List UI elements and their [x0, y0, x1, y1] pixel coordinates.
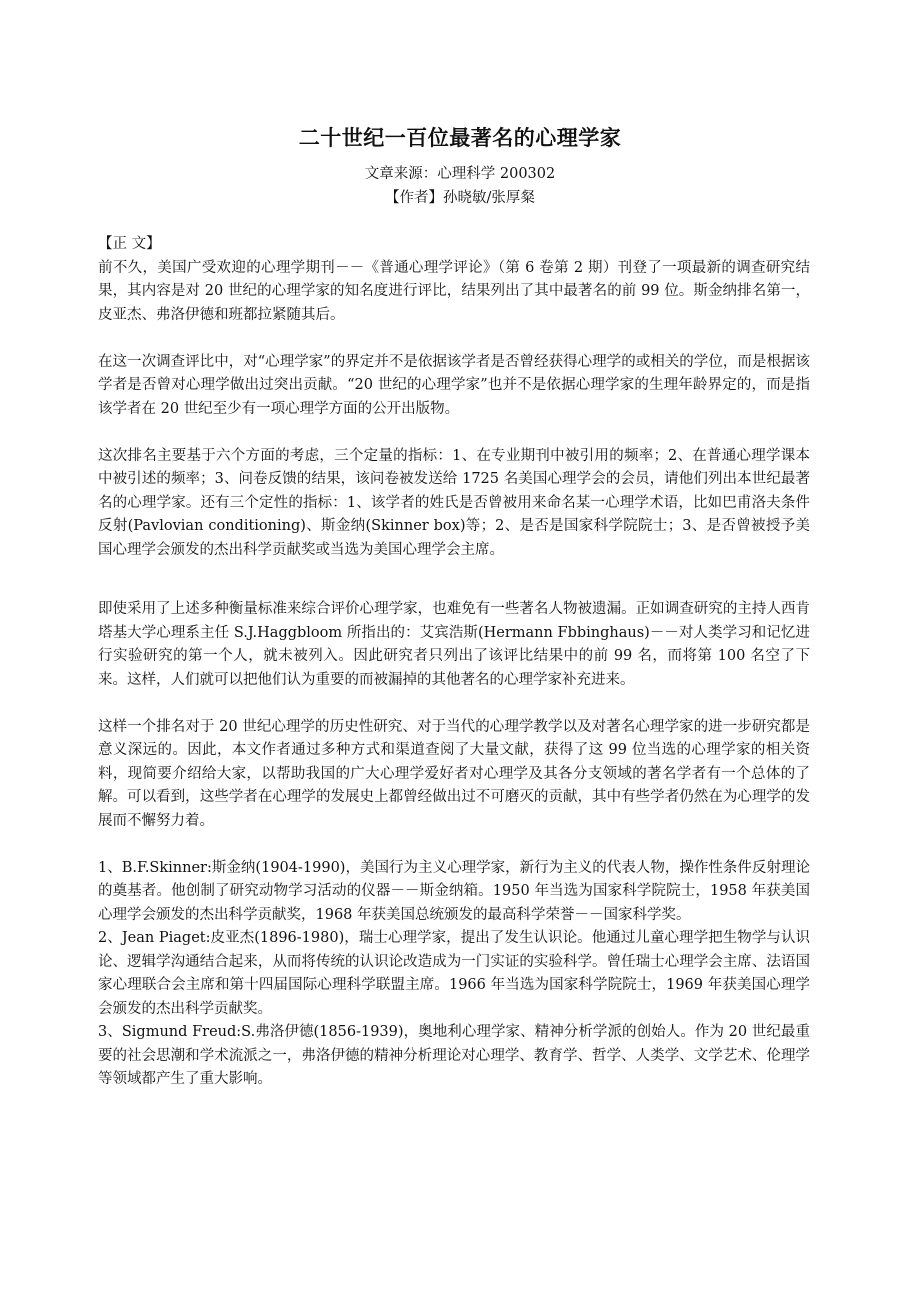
- list-item: 1、B.F.Skinner:斯金纳(1904-1990)，美国行为主义心理学家，新行为主义的代表人物，操作性条件反射理论的奠基者。他创制了研究动物学习活动的仪器－－斯金纳箱。1950 年当选为国家科学院院士，1958 年获美国心理学会颁发的杰出科学贡献奖，1968 年获美国总统颁发的最高科学荣誉－－国家科学奖。: [98, 859, 810, 923]
- section-label: 【正 文】: [98, 236, 161, 252]
- paragraph: 这次排名主要基于六个方面的考虑，三个定量的指标：1、在专业期刊中被引用的频率；2、在普通心理学课本中被引述的频率；3、问卷反馈的结果，该问卷被发送给 1725 名美国心理学会的会员，请他们列出本世纪最著名的心理学家。还有三个定性的指标：1、该学者的姓氏是否曾被用来命名某一心理学术语，比如巴甫洛夫条件反射(Pavlovian conditioning)、斯金纳(Skinner box)等；2、是否是国家科学院院士；3、是否曾被授予美国心理学会颁发的杰出科学贡献奖或当选为美国心理学会主席。: [98, 447, 810, 558]
- list-item: 2、Jean Piaget:皮亚杰(1896-1980)，瑞士心理学家，提出了发生认识论。他通过儿童心理学把生物学与认识论、逻辑学沟通结合起来，从而将传统的认识论改造成为一门实证的实验科学。曾任瑞士心理学会主席、法语国家心理联合会主席和第十四届国际心理科学联盟主席。1966 年当选为国家科学院院士，1969 年获美国心理学会颁发的杰出科学贡献奖。: [98, 930, 810, 1017]
- paragraph: 这样一个排名对于 20 世纪心理学的历史性研究、对于当代的心理学教学以及对著名心理学家的进一步研究都是意义深远的。因此，本文作者通过多种方式和渠道查阅了大量文献，获得了这 99 位当选的心理学家的相关资料，现简要介绍给大家，以帮助我国的广大心理学爱好者对心理学及其各分支领域的著名学者有一个总体的了解。可以看到，这些学者在心理学的发展史上都曾经做出过不可磨灭的贡献，其中有些学者仍然在为心理学的发展而不懈努力着。: [98, 718, 810, 829]
- article-source: 文章来源：心理科学 200302: [364, 166, 556, 182]
- article-title: 二十世纪一百位最著名的心理学家: [298, 125, 622, 150]
- paragraph: 即使采用了上述多种衡量标准来综合评价心理学家，也难免有一些著名人物被遗漏。正如调查研究的主持人西肯塔基大学心理系主任 S.J.Haggbloom 所指出的：艾宾浩斯(Hermann Fbbinghaus)－－对人类学习和记忆进行实验研究的第一个人，就未被列入。因此研究者只列出了该评比结果中的前 99 名，而将第 100 名空了下来。这样，人们就可以把他们认为重要的而被漏掉的其他著名的心理学家补充进来。: [98, 601, 810, 688]
- list-item: 3、Sigmund Freud:S.弗洛伊德(1856-1939)，奥地利心理学家、精神分析学派的创始人。作为 20 世纪最重要的社会思潮和学术流派之一，弗洛伊德的精神分析理论对心理学、教育学、哲学、人类学、文学艺术、伦理学等领域都产生了重大影响。: [98, 1024, 810, 1087]
- article-body: [98, 233, 810, 1092]
- article-author: 【作者】孙晓敏/张厚粲: [385, 190, 535, 206]
- paragraph: 在这一次调查评比中，对“心理学家”的界定并不是依据该学者是否曾经获得心理学的或相关的学位，而是根据该学者是否曾对心理学做出过突出贡献。“20 世纪的心理学家”也并不是依据心理学家的生理年龄界定的，而是指该学者在 20 世纪至少有一项心理学方面的公开出版物。: [98, 353, 810, 417]
- paragraph: 前不久，美国广受欢迎的心理学期刊－－《普通心理学评论》（第 6 卷第 2 期）刊登了一项最新的调查研究结果，其内容是对 20 世纪的心理学家的知名度进行评比，结果列出了其中最著名的前 99 位。斯金纳排名第一，皮亚杰、弗洛伊德和班都拉紧随其后。: [98, 259, 810, 323]
